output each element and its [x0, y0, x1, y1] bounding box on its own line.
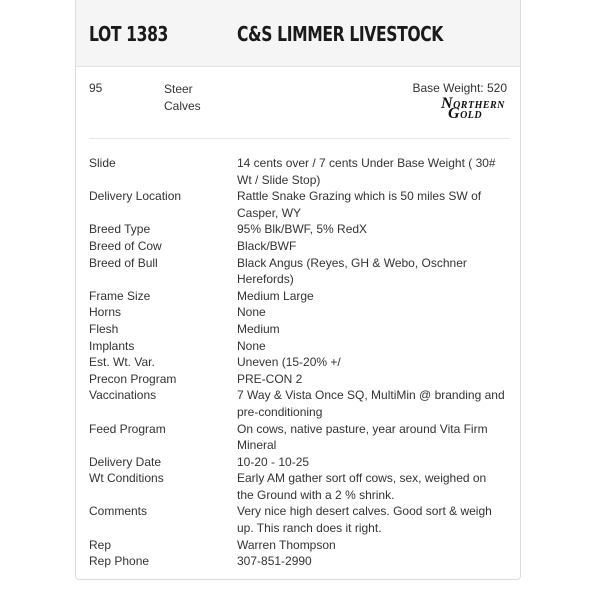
base-weight: Base Weight: 520: [412, 81, 507, 95]
detail-value: Medium: [237, 321, 280, 336]
detail-value: 10-20 - 10-25: [237, 454, 310, 469]
detail-value: 7 Way & Vista Once SQ, MultiMin @ branding and pre-conditioning: [237, 388, 505, 419]
detail-label: Breed of Bull: [89, 255, 158, 270]
detail-value: Uneven (15-20% +/: [237, 355, 341, 370]
consignor-name: C&S LIMMER LIVESTOCK: [237, 22, 443, 46]
detail-row: [89, 553, 509, 570]
detail-value: 14 cents over / 7 cents Under Base Weight ( 30# Wt / Slide Stop): [237, 156, 496, 187]
detail-value: Rattle Snake Grazing which is 50 miles SW of Casper, WY: [237, 189, 482, 220]
detail-value: PRE-CON 2: [237, 371, 303, 386]
detail-label: Slide: [89, 156, 116, 170]
lot-number: LOT 1383: [89, 22, 169, 46]
detail-row: [89, 221, 509, 238]
detail-row: [89, 454, 509, 471]
detail-label: Flesh: [89, 321, 119, 336]
detail-value: 307-851-2990: [237, 554, 312, 569]
detail-label: Delivery Date: [89, 454, 162, 469]
detail-row: [89, 354, 509, 371]
divider: [89, 138, 509, 139]
detail-label: Breed of Cow: [89, 238, 162, 253]
detail-label: Horns: [89, 305, 122, 320]
detail-label: Vaccinations: [89, 388, 157, 403]
detail-value: Warren Thompson: [237, 537, 336, 552]
lot-card: [75, 0, 521, 580]
detail-row: [89, 321, 509, 338]
northern-gold-logo: NORTHERN GOLD: [441, 95, 505, 122]
detail-value: Medium Large: [237, 288, 314, 303]
detail-label: Est. Wt. Var.: [89, 355, 155, 370]
detail-label: Rep Phone: [89, 554, 150, 569]
detail-row: [89, 537, 509, 554]
detail-value: Early AM gather sort off cows, sex, weighed on the Ground with a 2 % shrink.: [237, 471, 487, 502]
detail-row: [89, 238, 509, 255]
detail-row: [89, 371, 509, 388]
detail-row: [89, 188, 509, 221]
detail-label: Frame Size: [89, 288, 151, 303]
detail-row: [89, 288, 509, 305]
lot-summary: [76, 66, 520, 138]
detail-value: None: [237, 305, 266, 320]
detail-label: Feed Program: [89, 421, 166, 436]
lot-details: [89, 155, 509, 570]
detail-value: Black/BWF: [237, 238, 297, 253]
detail-value: 95% Blk/BWF, 5% RedX: [237, 222, 368, 237]
detail-label: Delivery Location: [89, 189, 182, 204]
detail-row: [89, 470, 509, 503]
detail-label: Implants: [89, 338, 135, 353]
detail-row: [89, 155, 509, 188]
detail-label: Rep: [89, 537, 112, 552]
detail-label: Breed Type: [89, 222, 151, 237]
detail-label: Precon Program: [89, 371, 177, 386]
detail-value: On cows, native pasture, year around Vita Firm Mineral: [237, 421, 488, 453]
detail-row: [89, 255, 509, 288]
detail-value: None: [237, 338, 266, 353]
detail-row: [89, 503, 509, 536]
detail-row: [89, 304, 509, 321]
cattle-type: Steer Calves: [164, 82, 201, 113]
detail-row: [89, 387, 509, 420]
detail-row: [89, 338, 509, 355]
detail-label: Comments: [89, 504, 148, 519]
lot-header: [76, 0, 520, 67]
head-count: 95: [89, 81, 103, 95]
detail-value: Very nice high desert calves. Good sort & weigh up. This ranch does it right.: [237, 504, 492, 536]
detail-label: Wt Conditions: [89, 471, 164, 486]
detail-row: [89, 421, 509, 454]
detail-value: Black Angus (Reyes, GH & Webo, Oschner Herefords): [237, 255, 467, 287]
